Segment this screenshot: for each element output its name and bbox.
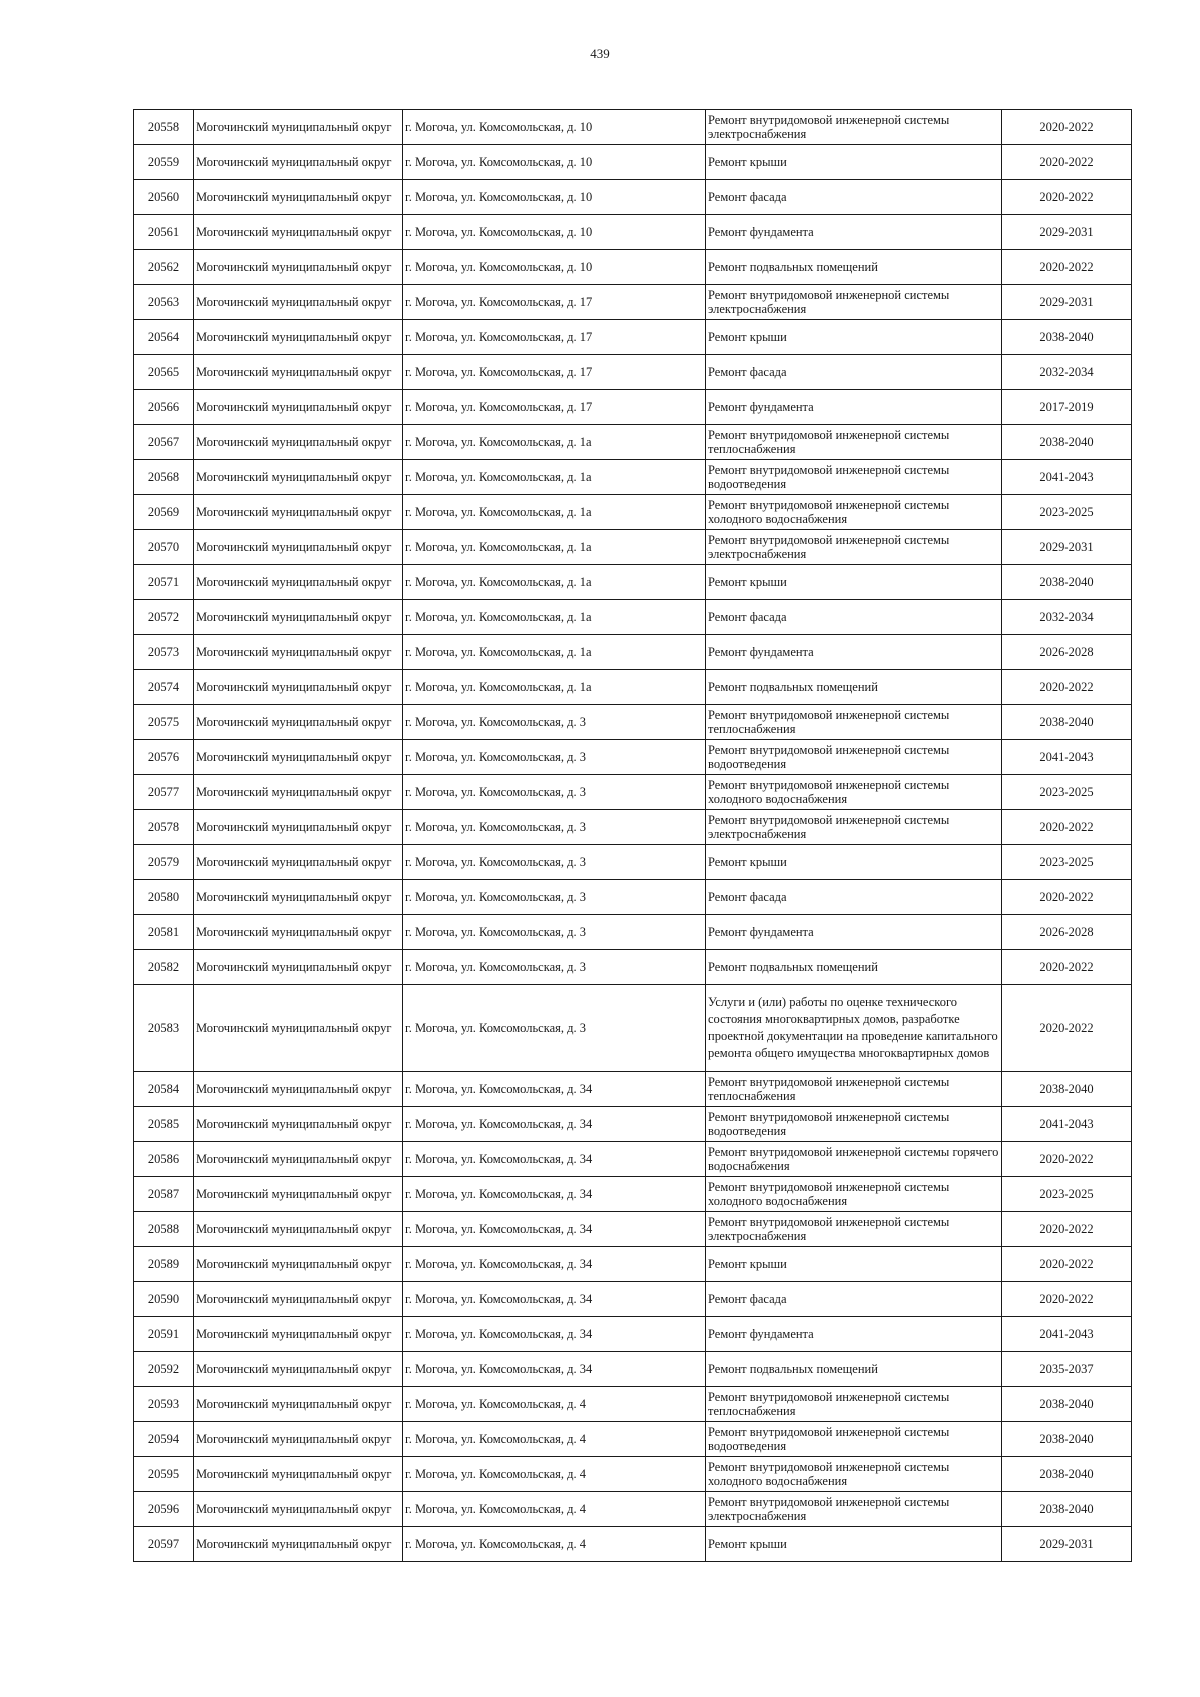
work-type-cell: Ремонт фасада — [706, 880, 1002, 915]
address-cell: г. Могоча, ул. Комсомольская, д. 34 — [403, 1317, 706, 1352]
district-cell: Могочинский муниципальный округ — [194, 1247, 403, 1282]
row-number-cell: 20596 — [134, 1492, 194, 1527]
period-cell: 2017-2019 — [1002, 390, 1132, 425]
district-cell: Могочинский муниципальный округ — [194, 1422, 403, 1457]
district-cell: Могочинский муниципальный округ — [194, 1317, 403, 1352]
address-cell: г. Могоча, ул. Комсомольская, д. 1а — [403, 425, 706, 460]
row-number-cell: 20562 — [134, 250, 194, 285]
period-cell: 2041-2043 — [1002, 1317, 1132, 1352]
district-cell: Могочинский муниципальный округ — [194, 110, 403, 145]
district-cell: Могочинский муниципальный округ — [194, 740, 403, 775]
row-number-cell: 20590 — [134, 1282, 194, 1317]
period-cell: 2020-2022 — [1002, 1282, 1132, 1317]
work-type-cell: Ремонт внутридомовой инженерной системы теплоснабжения — [706, 425, 1002, 460]
row-number-cell: 20560 — [134, 180, 194, 215]
district-cell: Могочинский муниципальный округ — [194, 845, 403, 880]
work-type-cell: Ремонт подвальных помещений — [706, 670, 1002, 705]
table-row — [134, 250, 1132, 285]
table-row — [134, 600, 1132, 635]
period-cell: 2020-2022 — [1002, 985, 1132, 1072]
period-cell: 2032-2034 — [1002, 600, 1132, 635]
district-cell: Могочинский муниципальный округ — [194, 950, 403, 985]
address-cell: г. Могоча, ул. Комсомольская, д. 17 — [403, 355, 706, 390]
work-type-cell: Ремонт внутридомовой инженерной системы электроснабжения — [706, 285, 1002, 320]
row-number-cell: 20572 — [134, 600, 194, 635]
work-type-cell: Ремонт подвальных помещений — [706, 1352, 1002, 1387]
row-number-cell: 20559 — [134, 145, 194, 180]
district-cell: Могочинский муниципальный округ — [194, 1492, 403, 1527]
address-cell: г. Могоча, ул. Комсомольская, д. 3 — [403, 705, 706, 740]
district-cell: Могочинский муниципальный округ — [194, 320, 403, 355]
row-number-cell: 20565 — [134, 355, 194, 390]
address-cell: г. Могоча, ул. Комсомольская, д. 4 — [403, 1492, 706, 1527]
row-number-cell: 20569 — [134, 495, 194, 530]
repair-schedule-table — [133, 109, 1132, 1562]
period-cell: 2038-2040 — [1002, 1422, 1132, 1457]
row-number-cell: 20558 — [134, 110, 194, 145]
work-type-cell: Ремонт внутридомовой инженерной системы теплоснабжения — [706, 1387, 1002, 1422]
table-row — [134, 1177, 1132, 1212]
period-cell: 2041-2043 — [1002, 1107, 1132, 1142]
row-number-cell: 20585 — [134, 1107, 194, 1142]
work-type-cell: Ремонт внутридомовой инженерной системы холодного водоснабжения — [706, 1457, 1002, 1492]
district-cell: Могочинский муниципальный округ — [194, 915, 403, 950]
work-type-cell: Ремонт фундамента — [706, 915, 1002, 950]
table-row — [134, 740, 1132, 775]
table-row — [134, 635, 1132, 670]
table-row — [134, 495, 1132, 530]
table-row — [134, 285, 1132, 320]
work-type-cell: Ремонт внутридомовой инженерной системы холодного водоснабжения — [706, 1177, 1002, 1212]
period-cell: 2020-2022 — [1002, 250, 1132, 285]
table-row — [134, 1247, 1132, 1282]
period-cell: 2020-2022 — [1002, 145, 1132, 180]
district-cell: Могочинский муниципальный округ — [194, 600, 403, 635]
work-type-cell: Ремонт внутридомовой инженерной системы водоотведения — [706, 1422, 1002, 1457]
period-cell: 2020-2022 — [1002, 1142, 1132, 1177]
row-number-cell: 20586 — [134, 1142, 194, 1177]
address-cell: г. Могоча, ул. Комсомольская, д. 3 — [403, 740, 706, 775]
row-number-cell: 20563 — [134, 285, 194, 320]
address-cell: г. Могоча, ул. Комсомольская, д. 34 — [403, 1247, 706, 1282]
period-cell: 2029-2031 — [1002, 215, 1132, 250]
work-type-cell: Ремонт фундамента — [706, 635, 1002, 670]
address-cell: г. Могоча, ул. Комсомольская, д. 10 — [403, 250, 706, 285]
address-cell: г. Могоча, ул. Комсомольская, д. 17 — [403, 320, 706, 355]
period-cell: 2026-2028 — [1002, 635, 1132, 670]
address-cell: г. Могоча, ул. Комсомольская, д. 10 — [403, 110, 706, 145]
period-cell: 2020-2022 — [1002, 810, 1132, 845]
work-type-cell: Ремонт крыши — [706, 565, 1002, 600]
row-number-cell: 20579 — [134, 845, 194, 880]
work-type-cell: Ремонт внутридомовой инженерной системы электроснабжения — [706, 530, 1002, 565]
district-cell: Могочинский муниципальный округ — [194, 880, 403, 915]
work-type-cell: Ремонт внутридомовой инженерной системы теплоснабжения — [706, 705, 1002, 740]
work-type-cell: Ремонт крыши — [706, 1527, 1002, 1562]
work-type-cell: Ремонт внутридомовой инженерной системы холодного водоснабжения — [706, 775, 1002, 810]
address-cell: г. Могоча, ул. Комсомольская, д. 34 — [403, 1142, 706, 1177]
district-cell: Могочинский муниципальный округ — [194, 565, 403, 600]
address-cell: г. Могоча, ул. Комсомольская, д. 34 — [403, 1352, 706, 1387]
address-cell: г. Могоча, ул. Комсомольская, д. 4 — [403, 1457, 706, 1492]
district-cell: Могочинский муниципальный округ — [194, 705, 403, 740]
period-cell: 2038-2040 — [1002, 320, 1132, 355]
work-type-cell: Ремонт фасада — [706, 1282, 1002, 1317]
address-cell: г. Могоча, ул. Комсомольская, д. 4 — [403, 1387, 706, 1422]
period-cell: 2023-2025 — [1002, 845, 1132, 880]
row-number-cell: 20587 — [134, 1177, 194, 1212]
work-type-cell: Ремонт внутридомовой инженерной системы горячего водоснабжения — [706, 1142, 1002, 1177]
work-type-cell: Ремонт фасада — [706, 180, 1002, 215]
row-number-cell: 20566 — [134, 390, 194, 425]
district-cell: Могочинский муниципальный округ — [194, 495, 403, 530]
district-cell: Могочинский муниципальный округ — [194, 1142, 403, 1177]
address-cell: г. Могоча, ул. Комсомольская, д. 10 — [403, 180, 706, 215]
work-type-cell: Ремонт внутридомовой инженерной системы водоотведения — [706, 740, 1002, 775]
address-cell: г. Могоча, ул. Комсомольская, д. 34 — [403, 1107, 706, 1142]
district-cell: Могочинский муниципальный округ — [194, 1072, 403, 1107]
district-cell: Могочинский муниципальный округ — [194, 1352, 403, 1387]
period-cell: 2035-2037 — [1002, 1352, 1132, 1387]
work-type-cell: Ремонт внутридомовой инженерной системы водоотведения — [706, 1107, 1002, 1142]
address-cell: г. Могоча, ул. Комсомольская, д. 3 — [403, 845, 706, 880]
address-cell: г. Могоча, ул. Комсомольская, д. 1а — [403, 460, 706, 495]
district-cell: Могочинский муниципальный округ — [194, 1387, 403, 1422]
period-cell: 2029-2031 — [1002, 285, 1132, 320]
address-cell: г. Могоча, ул. Комсомольская, д. 34 — [403, 1212, 706, 1247]
table-row — [134, 355, 1132, 390]
table-row — [134, 1492, 1132, 1527]
row-number-cell: 20571 — [134, 565, 194, 600]
row-number-cell: 20582 — [134, 950, 194, 985]
table-row — [134, 1107, 1132, 1142]
district-cell: Могочинский муниципальный округ — [194, 250, 403, 285]
table-row — [134, 1387, 1132, 1422]
address-cell: г. Могоча, ул. Комсомольская, д. 34 — [403, 1072, 706, 1107]
table-row — [134, 810, 1132, 845]
row-number-cell: 20574 — [134, 670, 194, 705]
table-row — [134, 1212, 1132, 1247]
row-number-cell: 20589 — [134, 1247, 194, 1282]
table-row — [134, 1527, 1132, 1562]
district-cell: Могочинский муниципальный округ — [194, 425, 403, 460]
row-number-cell: 20593 — [134, 1387, 194, 1422]
work-type-cell: Ремонт подвальных помещений — [706, 250, 1002, 285]
district-cell: Могочинский муниципальный округ — [194, 1457, 403, 1492]
address-cell: г. Могоча, ул. Комсомольская, д. 1а — [403, 530, 706, 565]
period-cell: 2020-2022 — [1002, 110, 1132, 145]
address-cell: г. Могоча, ул. Комсомольская, д. 34 — [403, 1282, 706, 1317]
period-cell: 2023-2025 — [1002, 775, 1132, 810]
table-row — [134, 1422, 1132, 1457]
table-row — [134, 390, 1132, 425]
period-cell: 2032-2034 — [1002, 355, 1132, 390]
row-number-cell: 20576 — [134, 740, 194, 775]
period-cell: 2020-2022 — [1002, 950, 1132, 985]
table-row — [134, 775, 1132, 810]
work-type-cell: Ремонт внутридомовой инженерной системы холодного водоснабжения — [706, 495, 1002, 530]
address-cell: г. Могоча, ул. Комсомольская, д. 10 — [403, 215, 706, 250]
district-cell: Могочинский муниципальный округ — [194, 810, 403, 845]
address-cell: г. Могоча, ул. Комсомольская, д. 3 — [403, 915, 706, 950]
address-cell: г. Могоча, ул. Комсомольская, д. 3 — [403, 985, 706, 1072]
work-type-cell: Ремонт фасада — [706, 600, 1002, 635]
page-number: 439 — [590, 46, 610, 61]
district-cell: Могочинский муниципальный округ — [194, 145, 403, 180]
period-cell: 2020-2022 — [1002, 670, 1132, 705]
table-row — [134, 145, 1132, 180]
address-cell: г. Могоча, ул. Комсомольская, д. 1а — [403, 495, 706, 530]
work-type-cell: Ремонт крыши — [706, 1247, 1002, 1282]
period-cell: 2038-2040 — [1002, 425, 1132, 460]
table-body — [134, 110, 1132, 1562]
period-cell: 2029-2031 — [1002, 530, 1132, 565]
row-number-cell: 20561 — [134, 215, 194, 250]
address-cell: г. Могоча, ул. Комсомольская, д. 4 — [403, 1422, 706, 1457]
work-type-cell: Ремонт крыши — [706, 145, 1002, 180]
district-cell: Могочинский муниципальный округ — [194, 285, 403, 320]
row-number-cell: 20581 — [134, 915, 194, 950]
table-row — [134, 1142, 1132, 1177]
table-row — [134, 1352, 1132, 1387]
row-number-cell: 20594 — [134, 1422, 194, 1457]
district-cell: Могочинский муниципальный округ — [194, 670, 403, 705]
row-number-cell: 20573 — [134, 635, 194, 670]
address-cell: г. Могоча, ул. Комсомольская, д. 1а — [403, 635, 706, 670]
row-number-cell: 20575 — [134, 705, 194, 740]
work-type-cell: Услуги и (или) работы по оценке технического состояния многоквартирных домов, разработке проектной документации на проведение капитального ремонта общего имущества многоквартирных домов — [706, 985, 1002, 1072]
address-cell: г. Могоча, ул. Комсомольская, д. 1а — [403, 670, 706, 705]
table-row — [134, 1457, 1132, 1492]
table-row — [134, 320, 1132, 355]
district-cell: Могочинский муниципальный округ — [194, 1212, 403, 1247]
table-row — [134, 565, 1132, 600]
district-cell: Могочинский муниципальный округ — [194, 1177, 403, 1212]
work-type-cell: Ремонт внутридомовой инженерной системы электроснабжения — [706, 1492, 1002, 1527]
district-cell: Могочинский муниципальный округ — [194, 1107, 403, 1142]
row-number-cell: 20597 — [134, 1527, 194, 1562]
work-type-cell: Ремонт фундамента — [706, 390, 1002, 425]
work-type-cell: Ремонт подвальных помещений — [706, 950, 1002, 985]
address-cell: г. Могоча, ул. Комсомольская, д. 3 — [403, 775, 706, 810]
row-number-cell: 20584 — [134, 1072, 194, 1107]
table-row — [134, 425, 1132, 460]
address-cell: г. Могоча, ул. Комсомольская, д. 34 — [403, 1177, 706, 1212]
table-row — [134, 110, 1132, 145]
address-cell: г. Могоча, ул. Комсомольская, д. 1а — [403, 600, 706, 635]
district-cell: Могочинский муниципальный округ — [194, 1282, 403, 1317]
address-cell: г. Могоча, ул. Комсомольская, д. 4 — [403, 1527, 706, 1562]
period-cell: 2038-2040 — [1002, 1457, 1132, 1492]
address-cell: г. Могоча, ул. Комсомольская, д. 1а — [403, 565, 706, 600]
district-cell: Могочинский муниципальный округ — [194, 355, 403, 390]
work-type-cell: Ремонт фундамента — [706, 215, 1002, 250]
table-row — [134, 1282, 1132, 1317]
row-number-cell: 20595 — [134, 1457, 194, 1492]
row-number-cell: 20583 — [134, 985, 194, 1072]
work-type-cell: Ремонт крыши — [706, 320, 1002, 355]
work-type-cell: Ремонт внутридомовой инженерной системы теплоснабжения — [706, 1072, 1002, 1107]
row-number-cell: 20591 — [134, 1317, 194, 1352]
period-cell: 2038-2040 — [1002, 1072, 1132, 1107]
address-cell: г. Могоча, ул. Комсомольская, д. 17 — [403, 390, 706, 425]
table-row — [134, 180, 1132, 215]
table-row — [134, 1317, 1132, 1352]
table-row — [134, 985, 1132, 1072]
period-cell: 2038-2040 — [1002, 1387, 1132, 1422]
district-cell: Могочинский муниципальный округ — [194, 390, 403, 425]
table-row — [134, 950, 1132, 985]
row-number-cell: 20570 — [134, 530, 194, 565]
work-type-cell: Ремонт внутридомовой инженерной системы электроснабжения — [706, 810, 1002, 845]
period-cell: 2038-2040 — [1002, 565, 1132, 600]
row-number-cell: 20578 — [134, 810, 194, 845]
period-cell: 2026-2028 — [1002, 915, 1132, 950]
table-row — [134, 670, 1132, 705]
work-type-cell: Ремонт внутридомовой инженерной системы электроснабжения — [706, 110, 1002, 145]
work-type-cell: Ремонт крыши — [706, 845, 1002, 880]
work-type-cell: Ремонт фундамента — [706, 1317, 1002, 1352]
address-cell: г. Могоча, ул. Комсомольская, д. 3 — [403, 810, 706, 845]
district-cell: Могочинский муниципальный округ — [194, 460, 403, 495]
period-cell: 2020-2022 — [1002, 180, 1132, 215]
period-cell: 2020-2022 — [1002, 880, 1132, 915]
table-row — [134, 705, 1132, 740]
row-number-cell: 20588 — [134, 1212, 194, 1247]
table-row — [134, 915, 1132, 950]
period-cell: 2020-2022 — [1002, 1212, 1132, 1247]
table-row — [134, 215, 1132, 250]
table-row — [134, 460, 1132, 495]
district-cell: Могочинский муниципальный округ — [194, 530, 403, 565]
table-row — [134, 530, 1132, 565]
district-cell: Могочинский муниципальный округ — [194, 985, 403, 1072]
address-cell: г. Могоча, ул. Комсомольская, д. 17 — [403, 285, 706, 320]
period-cell: 2041-2043 — [1002, 740, 1132, 775]
table-row — [134, 845, 1132, 880]
table-row — [134, 1072, 1132, 1107]
period-cell: 2029-2031 — [1002, 1527, 1132, 1562]
row-number-cell: 20577 — [134, 775, 194, 810]
district-cell: Могочинский муниципальный округ — [194, 1527, 403, 1562]
period-cell: 2023-2025 — [1002, 1177, 1132, 1212]
district-cell: Могочинский муниципальный округ — [194, 180, 403, 215]
address-cell: г. Могоча, ул. Комсомольская, д. 3 — [403, 880, 706, 915]
district-cell: Могочинский муниципальный округ — [194, 775, 403, 810]
row-number-cell: 20580 — [134, 880, 194, 915]
address-cell: г. Могоча, ул. Комсомольская, д. 3 — [403, 950, 706, 985]
address-cell: г. Могоча, ул. Комсомольская, д. 10 — [403, 145, 706, 180]
row-number-cell: 20564 — [134, 320, 194, 355]
period-cell: 2023-2025 — [1002, 495, 1132, 530]
work-type-cell: Ремонт внутридомовой инженерной системы водоотведения — [706, 460, 1002, 495]
table-row — [134, 880, 1132, 915]
work-type-cell: Ремонт внутридомовой инженерной системы электроснабжения — [706, 1212, 1002, 1247]
work-type-cell: Ремонт фасада — [706, 355, 1002, 390]
row-number-cell: 20592 — [134, 1352, 194, 1387]
period-cell: 2020-2022 — [1002, 1247, 1132, 1282]
district-cell: Могочинский муниципальный округ — [194, 635, 403, 670]
period-cell: 2041-2043 — [1002, 460, 1132, 495]
period-cell: 2038-2040 — [1002, 1492, 1132, 1527]
row-number-cell: 20567 — [134, 425, 194, 460]
row-number-cell: 20568 — [134, 460, 194, 495]
period-cell: 2038-2040 — [1002, 705, 1132, 740]
district-cell: Могочинский муниципальный округ — [194, 215, 403, 250]
